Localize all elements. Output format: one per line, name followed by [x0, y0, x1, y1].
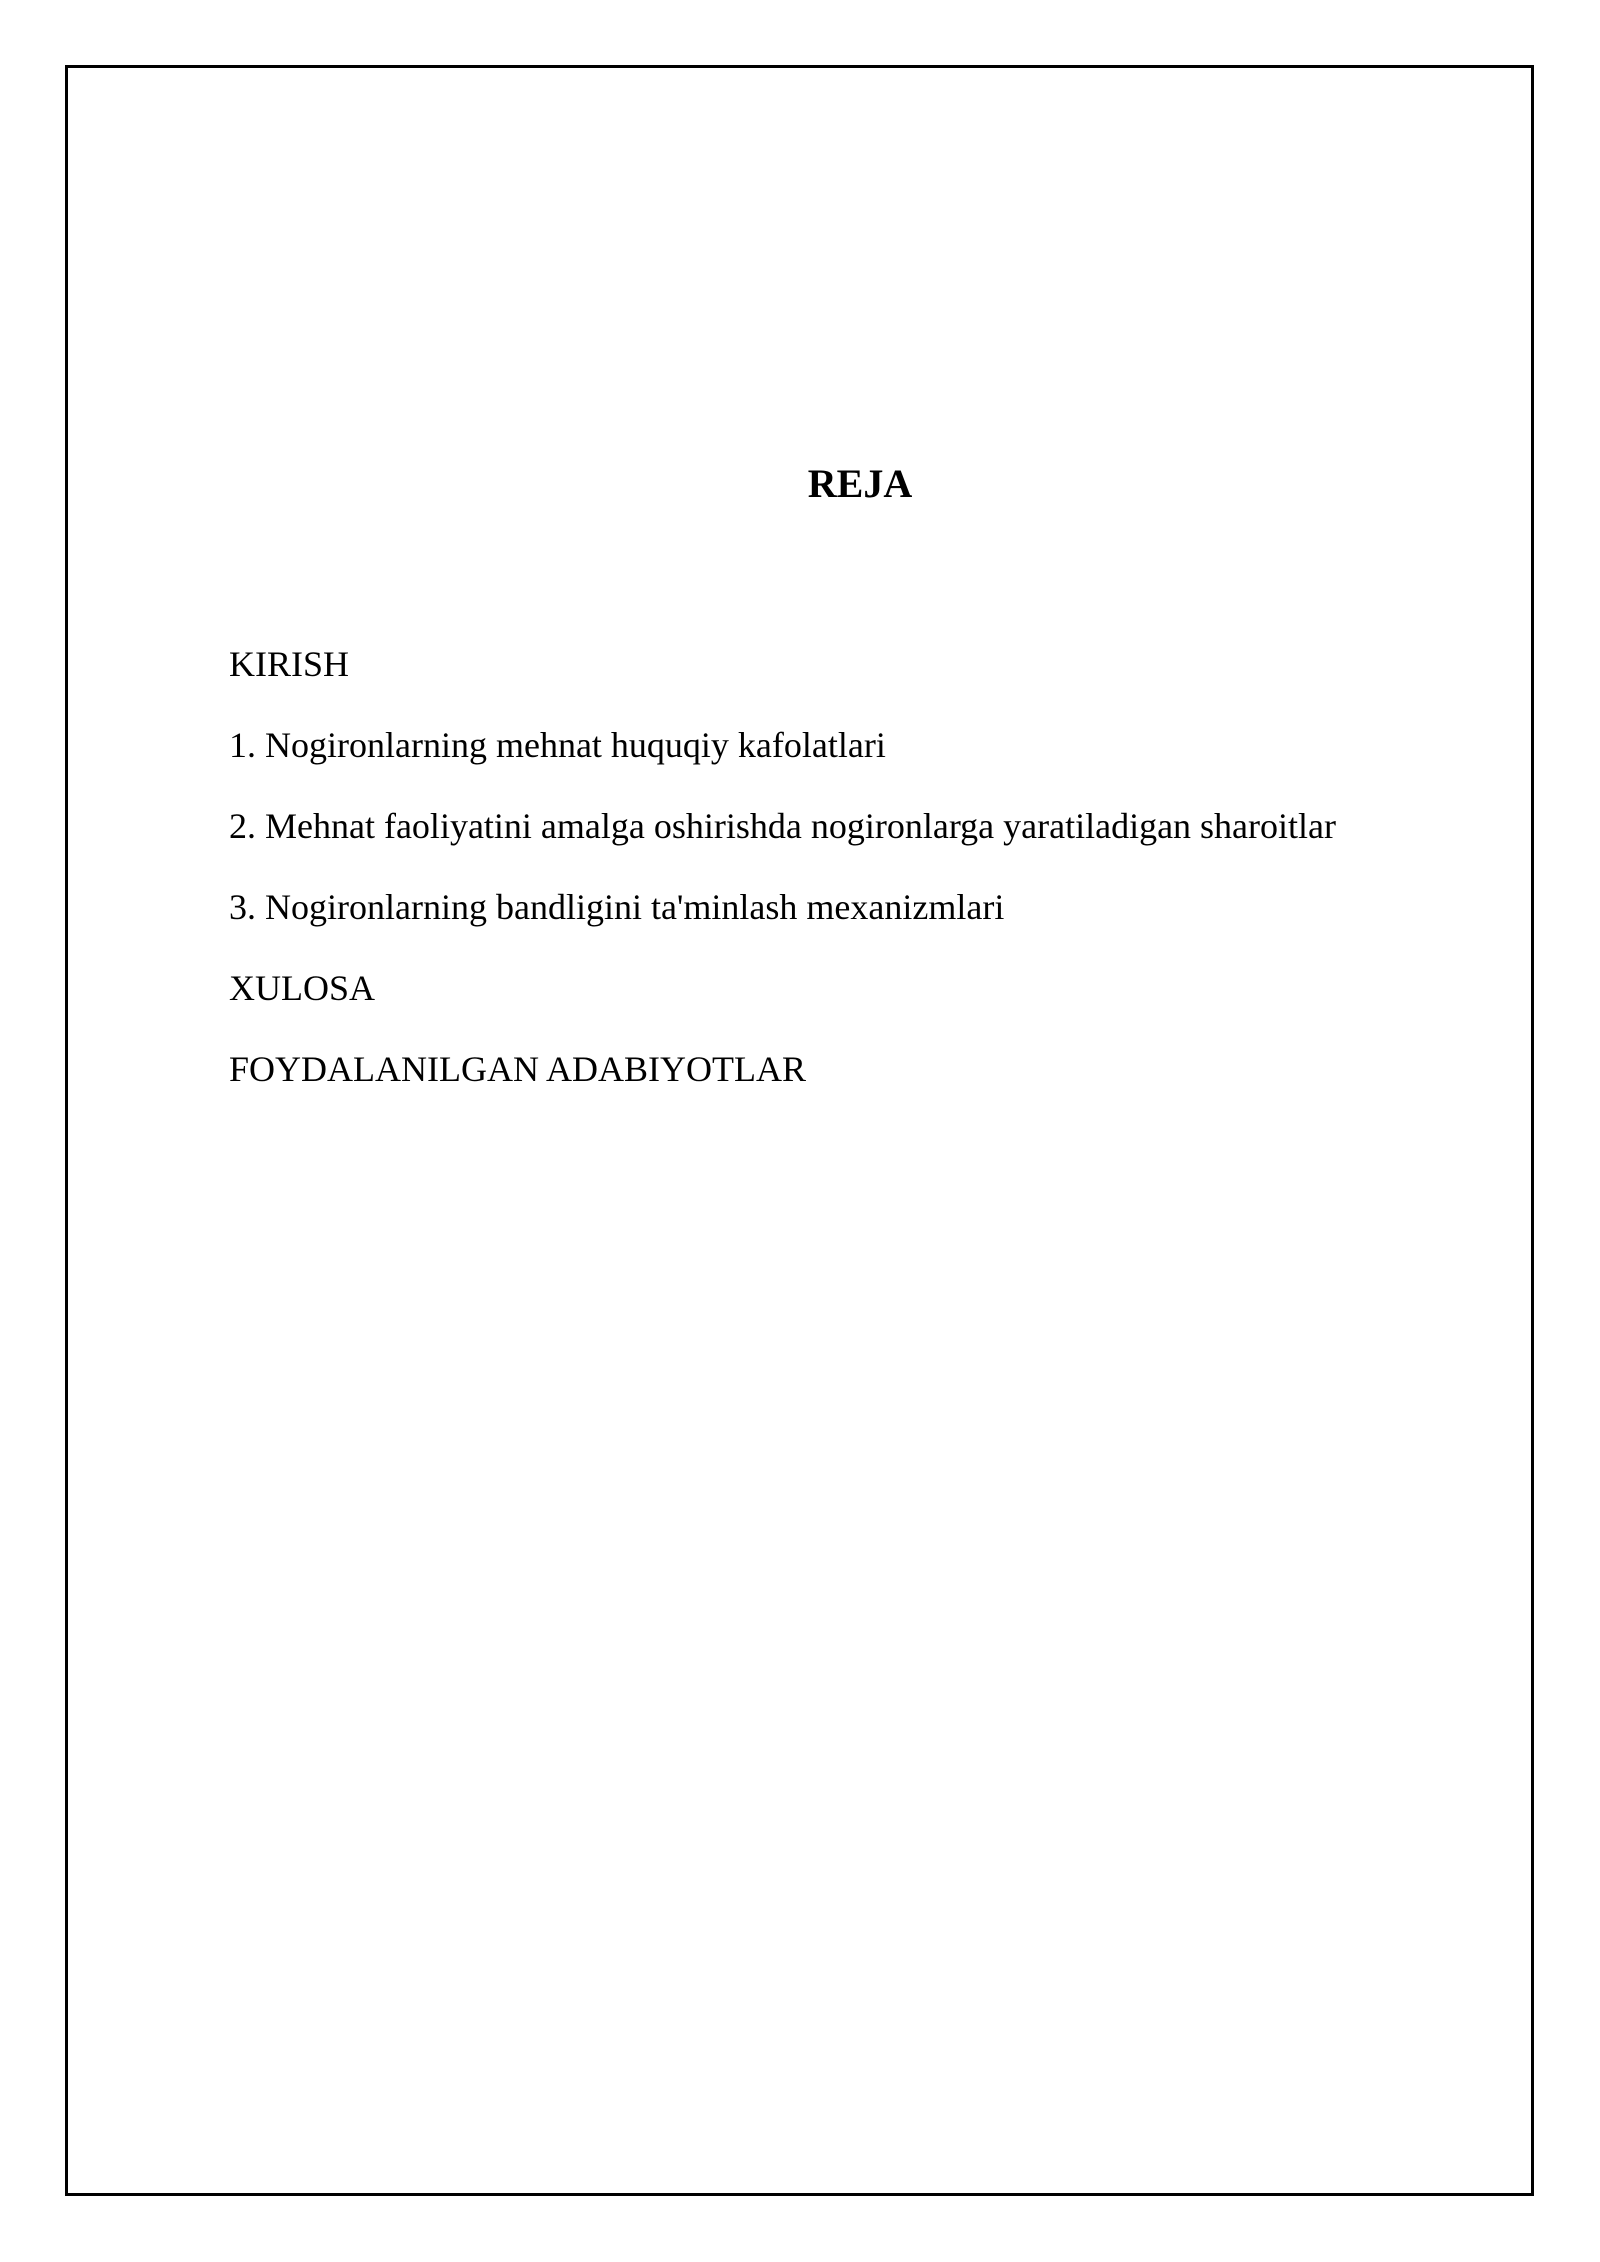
page-border — [65, 65, 1534, 2196]
toc-item-3: 3. Nogironlarning bandligini ta'minlash mexanizmlari — [229, 887, 1005, 927]
toc-item-1: 1. Nogironlarning mehnat huquqiy kafolatlari — [229, 725, 886, 765]
toc-item-2: 2. Mehnat faoliyatini amalga oshirishda nogironlarga yaratiladigan sharoitlar — [229, 806, 1336, 846]
page-title: REJA — [807, 461, 913, 506]
table-of-contents — [229, 640, 1336, 1126]
toc-item-introduction: KIRISH — [229, 644, 350, 684]
toc-item-conclusion: XULOSA — [229, 968, 376, 1008]
toc-item-references: FOYDALANILGAN ADABIYOTLAR — [229, 1049, 806, 1089]
